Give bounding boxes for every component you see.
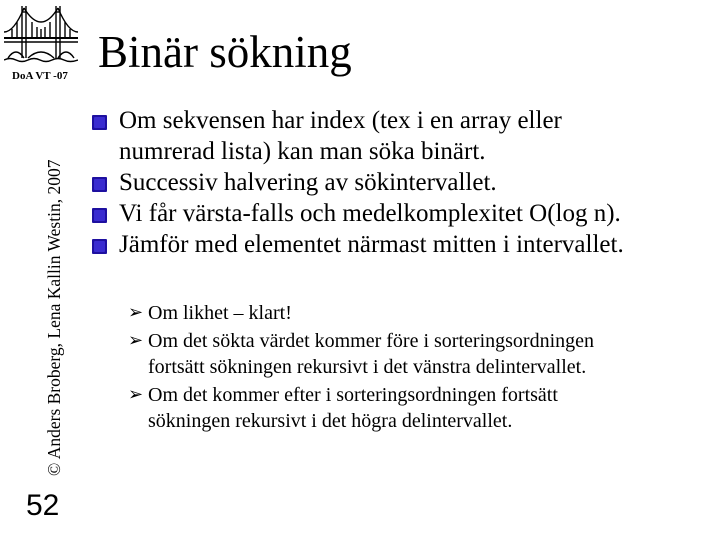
list-item: [128, 382, 708, 434]
square-bullet-icon: [92, 239, 107, 254]
bullet-list: [92, 105, 707, 260]
sub-bullet-line: Om likhet – klart!: [148, 302, 292, 324]
sub-bullet-list: [128, 300, 708, 436]
list-item: [92, 105, 707, 167]
square-bullet-icon: [92, 208, 107, 223]
sub-bullet-line: sökningen rekursivt i det högra delintervallet.: [148, 410, 513, 432]
square-bullet-icon: [92, 115, 107, 130]
list-item: [92, 229, 707, 260]
bullet-line: Jämför med elementet närmast mitten i intervallet.: [119, 231, 624, 258]
list-item: [92, 198, 707, 229]
page-number: 52: [26, 489, 60, 522]
arrow-bullet-icon: ➢: [128, 384, 144, 405]
sub-bullet-line: Om det sökta värdet kommer före i sorteringsordningen: [148, 330, 594, 352]
bridge-logo-icon: [4, 2, 78, 64]
list-item: [92, 167, 707, 198]
bullet-line: Vi får värsta-falls och medelkomplexitet O(log n).: [119, 200, 621, 227]
sub-bullet-line: fortsätt sökningen rekursivt i det vänstra delintervallet.: [148, 356, 587, 378]
bullet-line: numrerad lista) kan man söka binärt.: [119, 138, 486, 165]
bullet-line: Successiv halvering av sökintervallet.: [119, 169, 497, 196]
course-label: DoA VT -07: [12, 70, 68, 82]
sub-bullet-line: Om det kommer efter i sorteringsordningen fortsätt: [148, 384, 558, 406]
arrow-bullet-icon: ➢: [128, 302, 144, 323]
page-title: Binär sökning: [98, 27, 352, 77]
copyright-text: © Anders Broberg, Lena Kallin Westin, 2007: [44, 159, 64, 476]
list-item: [128, 300, 708, 326]
list-item: [128, 328, 708, 380]
square-bullet-icon: [92, 177, 107, 192]
arrow-bullet-icon: ➢: [128, 330, 144, 351]
bullet-line: Om sekvensen har index (tex i en array eller: [119, 107, 562, 134]
